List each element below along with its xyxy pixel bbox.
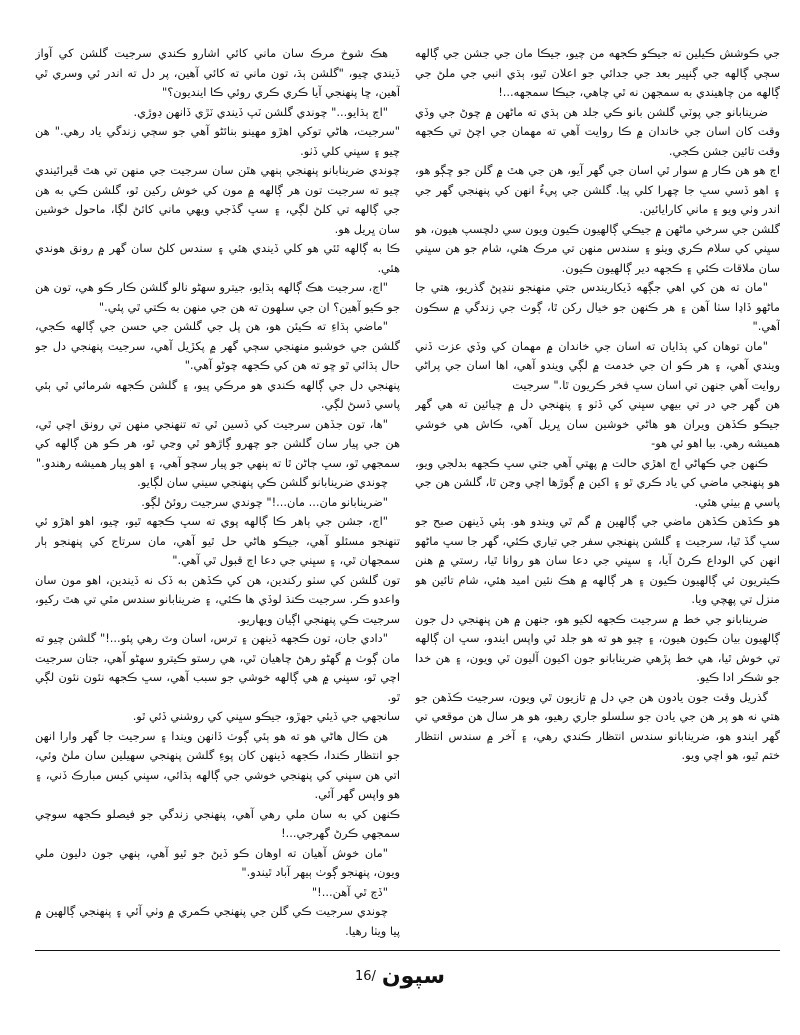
paragraph: "ڏڄ ٿي آهن...!" — [311, 884, 388, 899]
paragraph: چوندي ضرينابانو پنهنجي ٻنهي هٿن سان سرجيت جي منهن تي هٿ ڦيرائيندي چيو ته سرجيت تون هر ڳالهه ۾ مون کي خوش رکين ٿو، گلشن ڪي به هن جي ڳالهه تي کلڻ لڳي، ۽ سڀ گڏجي ويهي ماني کائڻ لڳا، ماحول خوشين سان ڀريل هو. — [35, 163, 400, 236]
paragraph: "ضرينابانو مان... مان...!" چوندي سرجيت روئڻ لڳو. — [141, 494, 388, 509]
paragraph: هن گهر جي در تي بيهي سڀني کي ڏٺو ۽ پنهنجي دل ۾ چيائين ته هي گهر جيڪو ڪڏهن ويران هو هاڻي خوشين سان ڀريل آهي، ڪاش هي خوشي هميشه رهي. بيا اهو ئي هو- — [415, 397, 780, 450]
paragraph: گلشن جي سرخي ماڻهن ۾ جيڪي ڳالهيون ڪيون ويون سي دلچسپ هيون، هو سڀني کي سلام ڪري ويٺو ۽ سندس منهن تي مرڪ هئي، شام جو هن سڀني سان ملاقات ڪئي ۽ ڪجهه دير ڳالهيون ڪيون. — [415, 221, 780, 275]
paragraph: اڄ هو هن ڪار ۾ سوار ٿي اسان جي گهر آيو، هن جي هٿ ۾ گلن جو ڇڳو هو، ۽ اهو ڏسي سڀ جا چهرا کلي پيا. گلشن جي پيءُ انهن کي پنهنجي گهر جي اندر وٺي ويو ۽ ماني کارايائين. — [415, 163, 780, 216]
paragraph: "دادي جان، تون ڪجهه ڏينهن ۽ ترس، اسان وٽ رهي پئو...!" گلشن چيو ته مان ڳوٺ ۾ گهڻو رهڻ چاهيان ٿي، هي رستو ڪيترو سهڻو آهي، جتان سرجيت اچي ٿو، سڀني ۾ هي ڳالهه خوشي جو سبب آهي، سڀ ڪجهه نئون نئون لڳي ٿو. — [35, 631, 400, 704]
paragraph: "اڄ ٻڌايو..." چوندي گلشن ٽپ ڏيندي ٽڙي ڏانهن ڊوڙي. — [133, 104, 388, 119]
page-number: 16/ — [354, 968, 376, 984]
paragraph: جي ڪوشش ڪيلين ته جيڪو ڪجهه من چيو، جيڪا مان جي جشن جي ڳالهه سڄي ڳالهه جي ڳنڀير بعد جي جدائي جو اعلان ٿيو، ٻڌي انبي جي ملڻ جي ڳالهه من چاهيندي به سمجهن نه ٿي چاهي، جيڪا سمجهه...! — [415, 46, 780, 99]
paragraph: هن ڪال هاڻي هو ته هو ٻئي ڳوٺ ڏانهن ويندا ۽ سرجيت جا گهر وارا انهن جو انتظار ڪندا، ڪجهه ڏينهن کان پوءِ گلشن پنهنجي سهيلين سان ملڻ وئي، اتي هن سڀني کي پنهنجي خوشي جي ڳالهه ٻڌائي، سڀني کيس مبارڪ ڏني، ۽ هو واپس گهر آئي. — [35, 728, 400, 801]
paragraph: چوندي ضرينابانو گلشن ڪي پنهنجي سيني سان لڳايو. — [137, 475, 388, 489]
footer-rule — [35, 950, 780, 951]
paragraph: ڪنهن کي به سان ملي رهي آهي، پنهنجي زندگي جو فيصلو ڪجهه سوچي سمجهي ڪرڻ گهرجي...! — [35, 806, 400, 840]
paragraph: "اڄ، جشن جي ٻاهر ڪا ڳالهه پوي ته سڀ ڪجهه ٿيو، چيو، اهو اهڙو ئي تنهنجو مسئلو آهي، جيڪو هاڻي حل ٿيو آهي، مان سرتاج کي پنهنجو ٻار سمجهان ٿي، ۽ سڀني جي دعا اڄ قبول ٿي آهي." — [35, 514, 400, 567]
left-text-column — [35, 44, 400, 944]
paragraph: هڪ شوخ مرڪ سان ماني کائي اشارو ڪندي سرجيت گلشن کي آواز ڏيندي چيو، "گلشن ٻڌ، تون ماني ته کائي آهين، پر دل ته اندر ئي وسري ٿي آهين، ڇا پنهنجي آيا ڪري ڪري روئي ڪا اينديون؟" — [35, 46, 400, 99]
paragraph: چوندي سرجيت ڪي گلن جي پنهنجي ڪمري ۾ وٺي آئي ۽ پنهنجي ڳالهين ۾ پيا ويٺا رهيا. — [35, 904, 400, 938]
right-text-column — [415, 44, 780, 944]
paragraph: "مان توهان کي ٻڌايان ته اسان جي خاندان ۾ مهمان کي وڏي عزت ڏني ويندي آهي، ۽ هر ڪو ان جي خدمت ۾ لڳي ويندو آهي، اها اسان جي پراڻي روايت آهي جنهن تي اسان سڀ فخر ڪريون ٿا." سرجيت — [415, 338, 780, 392]
paragraph: "ماضي ٻڌاءِ ته ڪيئن هو، هن پل جي گلشن جي حسن جي ڳالهه ڪجي، گلشن جي خوشبو منهنجي سڄي گهر ۾ پکڙيل آهي، سرجيت پنهنجي دل جو حال ٻڌائي ٿو ڇو ته هن کي ڪجهه چوڻو آهي." — [35, 319, 400, 372]
page-footer — [330, 958, 470, 994]
paragraph: "مان خوش آهيان ته اوهان ڪو ڏيڻ جو ٿيو آهي، ٻنهي جون دليون ملي ويون، پنهنجو ڳوٺ ٻيهر آباد ٿيندو." — [35, 845, 400, 879]
magazine-title: سپون — [381, 963, 446, 989]
paragraph: "سرجيت، هاڻي توکي اهڙو مهينو بنائڻو آهي جو سڄي زندگي ياد رهي." هن چيو ۽ سڀني کلي ڏٺو. — [35, 124, 400, 158]
paragraph: ڪنهن جي ڪهاڻي اڄ اهڙي حالت ۾ پهتي آهي جتي سڀ ڪجهه بدلجي ويو، هو پنهنجي ماضي کي ياد ڪري ٿو ۽ اکين ۾ ڳوڙها اچي وڃن ٿا، گلشن هن جي پاسي ۾ بيٺي هئي. — [415, 455, 780, 509]
paragraph: پنهنجي دل جي ڳالهه ڪندي هو مرڪي پيو، ۽ گلشن ڪجهه شرمائي ٿي ٻئي پاسي ڏسڻ لڳي. — [35, 377, 400, 411]
paragraph: ضرينابانو جي پوٽي گلشن بانو ڪي جلد هن ٻڌي ته ماڻهن ۾ چوڻ جي وڏي وقت کان اسان جي خاندان ۾ ڪا روايت آهي ته مهمان جي اچڻ تي ڪجهه وقت تائين جشن ڪجي. — [415, 104, 780, 158]
paragraph: ڪا به ڳالهه ٿئي هو کلي ڏيندي هئي ۽ سندس کلڻ سان گهر ۾ رونق هوندي هئي. — [35, 241, 400, 275]
paragraph: "مان ته هن کي اهي جڳهه ڏيکاريندس جتي منهنجو ننڍپڻ گذريو، هتي جا ماڻهو ڏاڍا سٺا آهن ۽ هر ڪنهن جو خيال رکن ٿا، ڳوٺ جي زندگي ۾ سڪون آهي." — [415, 280, 780, 333]
paragraph: سانجهي جي ڏيئي جهڙو، جيڪو سڀني کي روشني ڏئي ٿو. — [132, 709, 400, 723]
paragraph: گذريل وقت جون يادون هن جي دل ۾ تازيون ٿي ويون، سرجيت ڪڏهن جو هتي نه هو پر هن جي يادن جو سلسلو جاري رهيو، هو هر سال هن موقعي تي گهر ايندو هو، ضرينابانو سندس انتظار ڪندي رهي، ۽ آخر ۾ سندس انتظار ختم ٿيو، هو اچي ويو. — [415, 689, 780, 762]
paragraph: "اڄ، سرجيت هڪ ڳالهه ٻڌايو، جيترو سهڻو نالو گلشن ڪار ڪو هي، تون هن جو ڪيو آهين؟ ان جي سلهون ته هن جي منهن به ڪتي ٿي پئي." — [35, 280, 400, 314]
paragraph: تون گلشن کي سٺو رکندين، هن کي ڪڏهن به ڏک نه ڏيندين، اهو مون سان واعدو ڪر. سرجيت ڪنڌ لوڏي ها ڪئي، ۽ ضرينابانو سندس مٿي تي هٿ رکيو، سرجيت ڪي پنهنجي اڳيان ويهاريو. — [35, 572, 400, 626]
paragraph: "ها، تون جڏهن سرجيت کي ڏسين ٿي ته تنهنجي منهن تي رونق اچي ٿي، هن جي پيار سان گلشن جو چهرو ڳاڙهو ٿي وڃي ٿو، هر ڪو هن ڳالهه کي سمجهي ٿو، سڀ ڄاڻن ٿا ته ٻنهي جو پيار سچو آهي، ۽ اهو پيار هميشه رهندو." — [35, 416, 400, 470]
paragraph: ضرينابانو جي خط ۾ سرجيت ڪجهه لکيو هو، جنهن ۾ هن پنهنجي دل جون ڳالهيون بيان ڪيون هيون، ۽ چيو هو ته هو جلد ئي واپس ايندو، سڀ ان ڳالهه تي خوش ٿيا، هي خط پڙهي ضرينابانو جون اکيون آليون ٿي ويون، ۽ هن خدا جو شڪر ادا ڪيو. — [415, 611, 780, 684]
paragraph: هو ڪڏهن ڪڏهن ماضي جي ڳالهين ۾ گم ٿي ويندو هو. ٻئي ڏينهن صبح جو سڀ گڏ ٿيا، سرجيت ۽ گلشن پنهنجي سفر جي تياري ڪئي، گهر جا سڀ ماڻهو انهن کي الوداع ڪرڻ آيا، ۽ سڀني جي دعا سان هو روانا ٿيا، رستي ۾ هنن ڪيتريون ئي ڳالهيون ڪيون ۽ هر ڳالهه ۾ هڪ نئين اميد هئي، شام تائين هو منزل تي پهچي ويا. — [415, 514, 780, 606]
